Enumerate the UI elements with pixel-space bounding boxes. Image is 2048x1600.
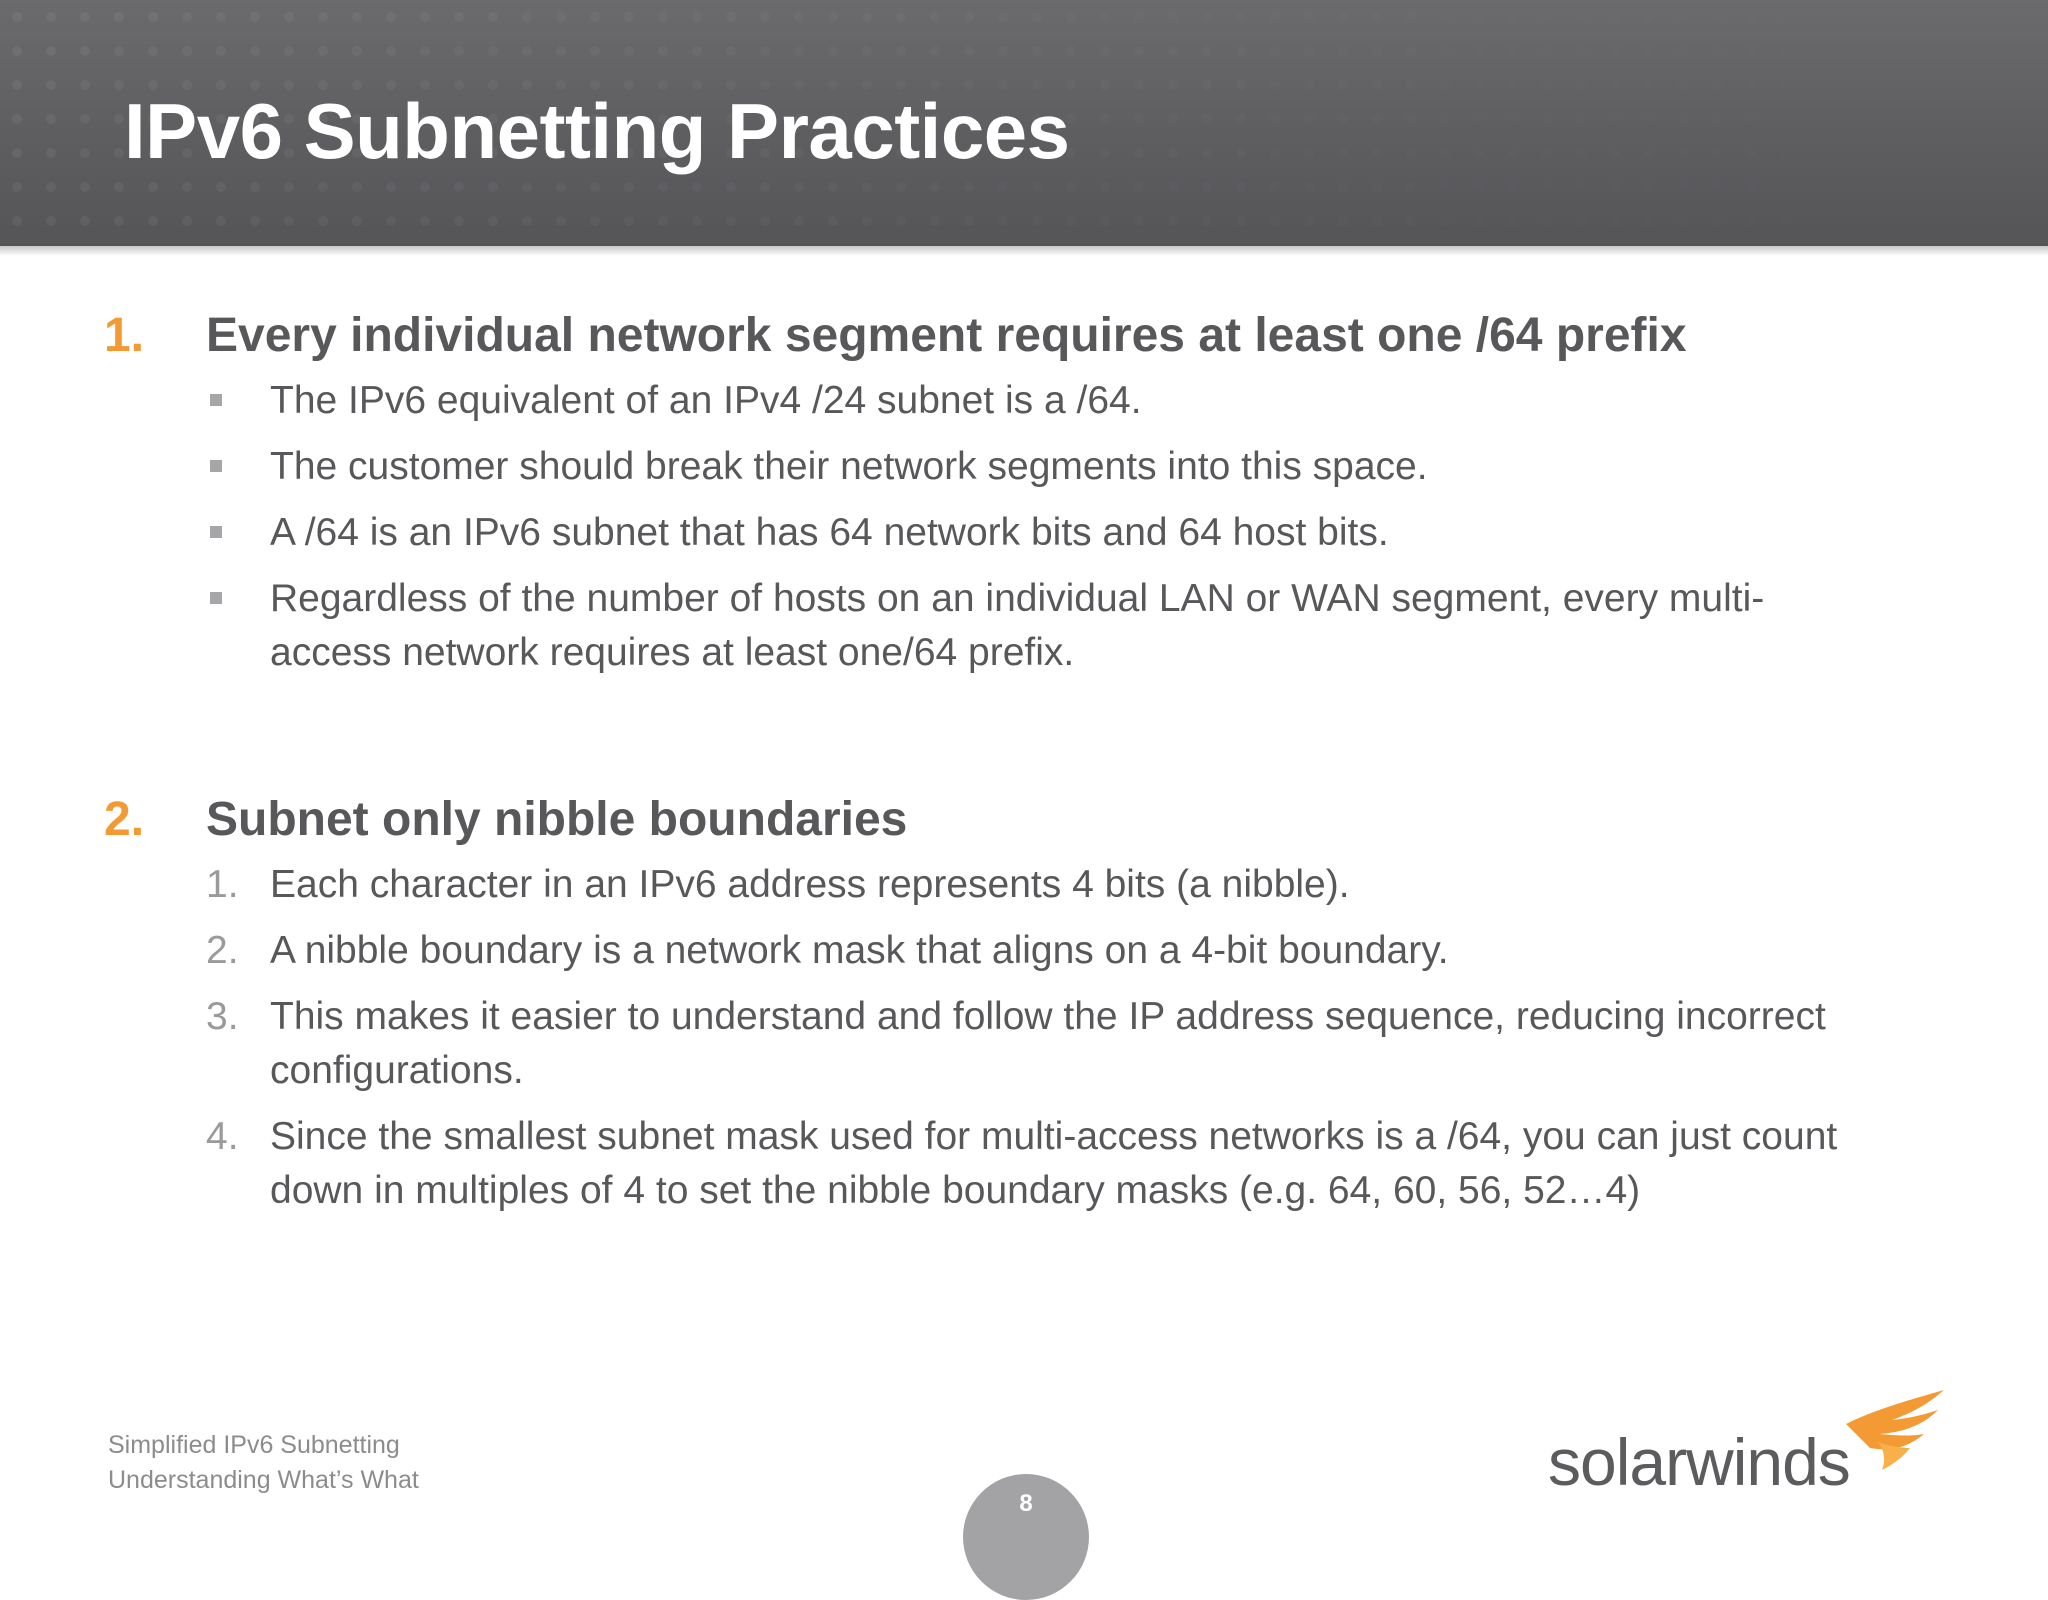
list-item: [104, 506, 1860, 560]
page-number: 8: [1019, 1490, 1033, 1517]
list-item-text: A /64 is an IPv6 subnet that has 64 network bits and 64 host bits.: [270, 511, 1389, 554]
section-2-heading: [104, 792, 1904, 856]
square-bullet-icon: [210, 526, 222, 538]
section-number: 1.: [104, 309, 145, 362]
list-number: 3.: [206, 995, 239, 1038]
list-number: 4.: [206, 1115, 239, 1158]
list-item: [104, 440, 1860, 494]
solarwinds-logo: [1548, 1390, 1948, 1500]
square-bullet-icon: [210, 460, 222, 472]
list-item: [104, 572, 1860, 680]
section-2: [104, 792, 1904, 1218]
section-title: Every individual network segment requires at least one /64 prefix: [206, 309, 1687, 362]
list-item: [104, 858, 1860, 912]
section-1-heading: [104, 308, 1904, 372]
numbered-list: [104, 858, 1904, 1218]
section-number: 2.: [104, 793, 145, 846]
section-1: [104, 308, 1904, 680]
list-item-text: This makes it easier to understand and follow the IP address sequence, reducing incorrect configurations.: [270, 995, 1826, 1092]
slide-title: IPv6 Subnetting Practices: [124, 87, 1070, 175]
footer-line-2: Understanding What’s What: [108, 1466, 419, 1494]
square-bullet-icon: [210, 394, 222, 406]
section-title: Subnet only nibble boundaries: [206, 793, 908, 846]
list-item-text: Since the smallest subnet mask used for multi-access networks is a /64, you can just count down in multiples of 4 to set the nibble boundary masks (e.g. 64, 60, 56, 52…4): [270, 1115, 1838, 1212]
logo-wordmark: solarwinds: [1548, 1425, 1850, 1499]
list-item-text: A nibble boundary is a network mask that aligns on a 4-bit boundary.: [270, 929, 1449, 972]
square-bullet-icon: [210, 592, 222, 604]
list-item-text: The customer should break their network segments into this space.: [270, 445, 1428, 488]
list-item-text: Each character in an IPv6 address represents 4 bits (a nibble).: [270, 863, 1350, 906]
footer-line-1: Simplified IPv6 Subnetting: [108, 1431, 400, 1459]
list-item: [104, 924, 1860, 978]
footer-caption: [108, 1428, 419, 1498]
list-item: [104, 374, 1860, 428]
list-item-text: The IPv6 equivalent of an IPv4 /24 subnet is a /64.: [270, 379, 1142, 422]
list-item: [104, 1110, 1860, 1218]
title-banner: [0, 0, 2048, 246]
bullet-list: [104, 374, 1904, 680]
list-number: 2.: [206, 929, 239, 972]
list-item-text: Regardless of the number of hosts on an individual LAN or WAN segment, every multi-access network requires at least one/64 prefix.: [270, 577, 1765, 674]
solarwinds-bird-icon: [1844, 1390, 1948, 1472]
list-number: 1.: [206, 863, 239, 906]
list-item: [104, 990, 1860, 1098]
banner-shadow: [0, 246, 2048, 256]
